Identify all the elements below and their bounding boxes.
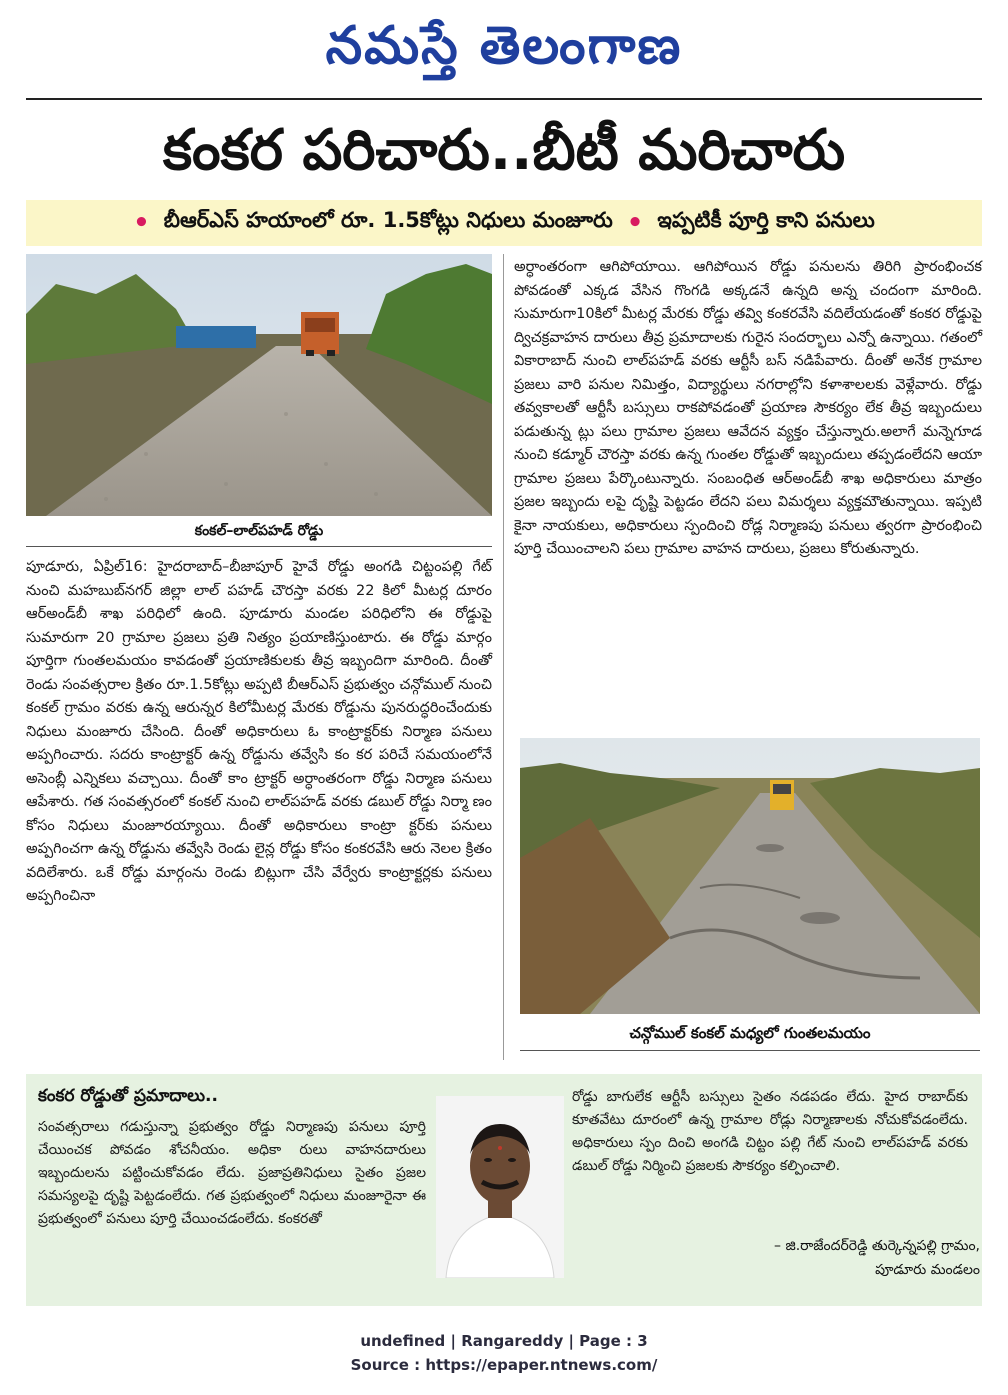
newspaper-masthead: నమస్తే తెలంగాణ (325, 15, 683, 76)
boxout-title: కంకర రోడ్డుతో ప్రమాదాలు.. (38, 1086, 218, 1106)
signature-place: పూడూరు మండలం (875, 1262, 980, 1278)
column-divider (503, 254, 504, 1060)
masthead-rule (26, 98, 982, 100)
page-footer-source: Source : https://epaper.ntnews.com/ (350, 1356, 658, 1374)
photo-caption-1: కంకల్–లాల్‌పహడ్ రోడ్డు (194, 523, 324, 539)
page-footer-info: undefined | Rangareddy | Page : 3 (360, 1332, 648, 1350)
caption-rule (520, 1050, 980, 1051)
article-body-right: అర్ధాంతరంగా ఆగిపోయాయి. ఆగిపోయిన రోడ్డు పనులను తిరిగి ప్రారంభించక పోవడంతో ఎక్కడ వేసిన గొంగడి అక్కడనే ఉన్నది అన్న చందంగా మారింది. సుమారుగా10కిలో మీటర్ల మేరకు రోడ్డు తవ్వి కంకరవేసి వదిలేయడంతో కంకర రోడ్డుపై ద్విచక్రవాహన దారులు తీవ్ర ప్రమాదాలకు గురైన సందర్భాలు ఎన్నో ఉన్నాయి. గతంలో వికారాబాద్ నుంచి లాల్‌పహడ్ వరకు ఆర్టీసీ బస్ నడిపేవారు. దీంతో అనేక గ్రామాల ప్రజలు వారి పనుల నిమిత్తం, విద్యార్థులు నగరాల్లోని కళాశాలలకు వెళ్లేవారు. రోడ్డు తవ్వకాలతో ఆర్టీసీ బస్సులు రాకపోవడంతో ప్రయాణ సౌకర్యం లేక తీవ్ర ఇబ్బందులు పడుతున్న ట్లు పలు గ్రామాల ప్రజలు ఆవేదన వ్యక్తం చేస్తున్నారు.అలాగే మన్నెగూడ నుంచి కడ్మూర్ చౌరస్తా వరకు ఉన్న గుంతల రోడ్డుతో ఇబ్బందులు తప్పడంలేదని ఆయా గ్రామాల ప్రజలు పేర్కొంటున్నారు. సంబంధిత ఆర్అండ్‌బీ శాఖ అధికారులు మాత్రం ప్రజల ఇబ్బందు లపై దృష్టి పెట్టడం లేదని పలు విమర్శలు వ్యక్తమౌతున్నాయి. ఇప్పటి కైనా నాయకులు, అధికారులు స్పందించి రోడ్ల నిర్మాణపు పనులు త్వరగా ప్రారంభించి పూర్తి చేయించాలని పలు గ్రామాల వాహన దారులు, ప్రజలు కోరుతున్నారు. (514, 259, 982, 557)
caption-rule (26, 546, 492, 547)
article-body-left: పూడూరు, ఏప్రిల్16: హైదరాబాద్–బీజాపూర్ హైవే రోడ్డు అంగడి చిట్టంపల్లి గేట్ నుంచి మహబుబ్‌నగర్ జిల్లా లాల్ పహడ్ చౌరస్తా వరకు 22 కిలో మీటర్ల దూరం ఆర్అండ్‌బీ శాఖ పరిధిలో ఉంది. పూడూరు మండల పరిధిలోని ఈ రోడ్డుపై సుమారుగా 20 గ్రామాల ప్రజలు ప్రతి నిత్యం ప్రయాణిస్తుంటారు. ఈ రోడ్డు మార్గం పూర్తిగా గుంతలమయం కావడంతో ప్రయాణికులకు తీవ్ర ఇబ్బందిగా మారింది. దీంతో రెండు సంవత్సరాల క్రితం రూ.1.5కోట్లు అప్పటి బీఆర్ఎస్ ప్రభుత్వం చన్గోముల్ నుంచి కంకల్ గ్రామం వరకు ఉన్న ఆరున్నర కిలోమీటర్ల మేరకు రోడ్డును పునరుద్ధరించేందుకు నిధులు మంజూరు చేసింది. దీంతో అధికారులు ఓ కాంట్రాక్టర్‌కు నిర్మాణ పనులు అప్పగించారు. సదరు కాంట్రాక్టర్ ఉన్న రోడ్డును తవ్వేసి కం కర పరిచే సమయంలోనే అసెంబ్లీ ఎన్నికలు వచ్చాయి. దీంతో కాం ట్రాక్టర్ అర్ధాంతరంగా రోడ్డు నిర్మాణ పనులు ఆపేశారు. గత సంవత్సరంలో కంకల్ నుంచి లాల్‌పహడ్ వరకు డబుల్ రోడ్డు నిర్మా ణం కోసం నిధులు మంజూరయ్యాయి. దీంతో అధికారులు కాంట్రా క్టర్‌కు పనులు అప్పగించగా ఉన్న రోడ్డును తవ్వేసి రెండు లైన్ల రోడ్డు కోసం కంకరవేసి ఆరు నెలల క్రితం వదిలేశారు. ఒకే రోడ్డు మార్గంను రెండు బిట్లుగా చేసి వేర్వేరు కాంట్రాక్టర్లకు పనులు అప్పగించినా (26, 559, 492, 904)
boxout-text-right: రోడ్డు బాగులేక ఆర్టీసీ బస్సులు సైతం నడపడం లేదు. హైద రాబాద్‌కు కూతవేటు దూరంలో ఉన్న గ్రామాల రోడ్లు నిర్మాణాలకు నోచుకోవడంలేదు. అధికారులు స్పం దించి అంగడి చిట్టం పల్లి గేట్ నుంచి లాల్‌పహడ్ వరకు డబుల్ రోడ్డు నిర్మించి ప్రజలకు సౌకర్యం కల్పించాలి. (572, 1089, 968, 1174)
boxout-text-left: సంవత్సరాలు గడుస్తున్నా ప్రభుత్వం రోడ్డు నిర్మాణపు పనులు పూర్తి చేయించక పోవడం శోచనీయం. అధికా రులు వాహనదారులు ఇబ్బందులను పట్టించుకోవడం లేదు. ప్రజాప్రతినిధులు సైతం ప్రజల సమస్యలపై దృష్టి పెట్టడంలేదు. గత ప్రభుత్వంలో నిధులు మంజూరైనా ఈ ప్రభుత్వంలో పనులు పూర్తి చేయించడంలేదు. కంకరతో (38, 1119, 426, 1227)
subhead-point-2: ఇప్పటికీ పూర్తి కాని పనులు (657, 208, 875, 232)
subhead-point-1: బీఆర్ఎస్ హయాంలో రూ. 1.5కోట్లు నిధులు మంజూరు (163, 208, 613, 232)
bullet-dot-icon: • (133, 208, 150, 238)
gravel-road-photo (26, 254, 492, 516)
quote-signature (572, 1234, 980, 1298)
subheadline-strip (26, 200, 982, 246)
photo-caption-2: చన్గోముల్ కంకల్ మధ్యలో గుంతలమయం (629, 1024, 871, 1042)
bullet-dot-icon: • (626, 208, 644, 238)
person-portrait (436, 1096, 564, 1278)
article-headline: కంకర పరిచారు..బీటీ మరిచారు (162, 118, 846, 183)
signature-name: – జి.రాజేందర్‌రెడ్డి తుర్కెన్నపల్లి గ్రామం, (774, 1238, 980, 1254)
potholed-road-photo (520, 738, 980, 1014)
